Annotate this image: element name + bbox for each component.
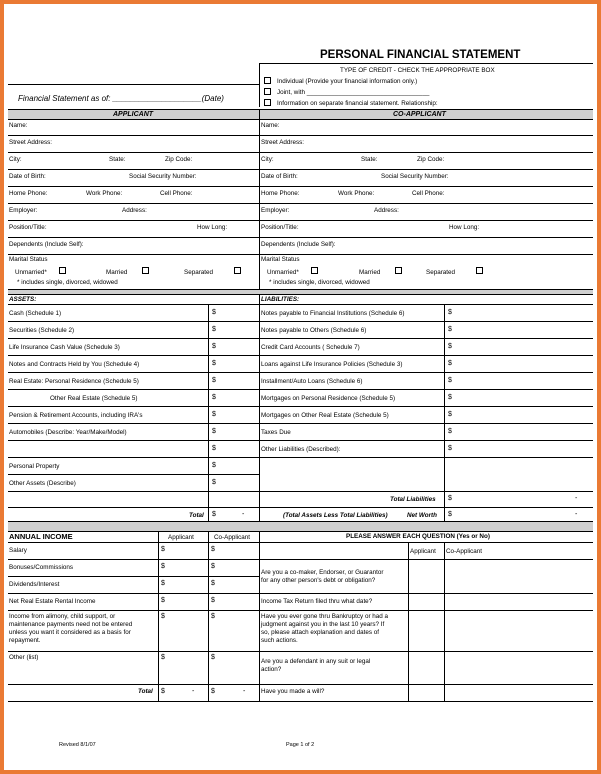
page-number: Page 1 of 2 [286,742,315,748]
income-col-co: Co-Applicant [214,534,251,541]
income-applicant-dollar[interactable]: $ [161,654,165,661]
income-co-dollar[interactable]: $ [211,654,215,661]
applicant-street[interactable]: Street Address: [9,139,53,146]
income-applicant-dollar[interactable]: $ [161,580,165,587]
liability-dollar[interactable]: $ [448,428,452,435]
income-salary: Salary [9,547,27,554]
applicant-city[interactable]: City: [9,156,22,163]
income-other: Other (list) [9,654,39,661]
question-bankruptcy-line3: so, please attach explanation and dates of [261,629,379,636]
asset-notes-contracts: Notes and Contracts Held by You (Schedule 4) [9,361,140,368]
questions-header: PLEASE ANSWER EACH QUESTION (Yes or No) [346,533,490,540]
liability-dollar[interactable]: $ [448,360,452,367]
income-header: ANNUAL INCOME [9,532,73,541]
asset-other-real-estate: Other Real Estate (Schedule 5) [50,395,138,402]
co-separated-checkbox[interactable] [476,267,483,274]
liability-other: Other Liabilities (Described): [261,446,341,453]
co-ssn[interactable]: Social Security Number: [381,173,449,180]
liability-dollar[interactable]: $ [448,377,452,384]
co-street[interactable]: Street Address: [261,139,305,146]
liability-mortgage-residence: Mortgages on Personal Residence (Schedule 5) [261,395,396,402]
applicant-state[interactable]: State: [109,156,126,163]
applicant-employer[interactable]: Employer: [9,207,38,214]
page-title: PERSONAL FINANCIAL STATEMENT [320,49,521,61]
income-total-applicant-value: - [192,688,195,695]
co-dob[interactable]: Date of Birth: [261,173,298,180]
liabilities-header: LIABILITIES: [261,296,300,303]
income-applicant-dollar[interactable]: $ [161,597,165,604]
asset-dollar[interactable]: $ [212,377,216,384]
asset-automobiles: Automobiles (Describe: Year/Make/Model) [9,429,127,436]
liability-dollar[interactable]: $ [448,445,452,452]
liability-credit-cards: Credit Card Accounts ( Schedule 7) [261,344,360,351]
question-comaker-line2: for any other person's debt or obligation? [261,577,376,584]
applicant-cell-phone[interactable]: Cell Phone: [160,190,193,197]
co-unmarried-checkbox[interactable] [311,267,318,274]
applicant-work-phone[interactable]: Work Phone: [86,190,123,197]
assets-header: ASSETS: [9,296,37,303]
net-worth-value: - [575,511,578,518]
applicant-ssn[interactable]: Social Security Number: [129,173,197,180]
co-separated-label: Separated [426,269,456,276]
income-co-dollar[interactable]: $ [211,563,215,570]
asset-other: Other Assets (Describe) [9,480,76,487]
assets-total-value: - [242,511,245,518]
co-applicant-header: CO-APPLICANT [393,111,446,118]
co-zip[interactable]: Zip Code: [417,156,445,163]
income-bonuses: Bonuses/Commissions [9,564,74,571]
asset-securities: Securities (Schedule 2) [9,327,75,334]
liability-auto-loans: Installment/Auto Loans (Schedule 6) [261,378,363,385]
co-how-long[interactable]: How Long: [449,224,480,231]
income-total-applicant-dollar: $ [161,688,165,695]
co-unmarried-label: Unmarried* [267,269,299,276]
revised-date: Revised 8/1/07 [59,742,96,748]
applicant-position[interactable]: Position/Title: [9,224,47,231]
income-applicant-dollar[interactable]: $ [161,546,165,553]
applicant-how-long[interactable]: How Long: [197,224,228,231]
co-dependents[interactable]: Dependents (Include Self): [261,241,336,248]
co-marital-note: * includes single, divorced, widowed [269,279,370,286]
asset-dollar[interactable]: $ [212,360,216,367]
income-co-dollar[interactable]: $ [211,597,215,604]
question-tax-return: Income Tax Return filed thru what date? [261,598,373,605]
income-co-dollar[interactable]: $ [211,546,215,553]
applicant-dob[interactable]: Date of Birth: [9,173,46,180]
liability-dollar[interactable]: $ [448,394,452,401]
income-col-applicant: Applicant [168,534,194,541]
co-city[interactable]: City: [261,156,274,163]
liability-taxes: Taxes Due [261,429,291,436]
joint-label: Joint, with ___________________________________ [277,89,430,96]
net-worth-dollar: $ [448,511,452,518]
asset-dollar[interactable]: $ [212,343,216,350]
liability-notes-others: Notes payable to Others (Schedule 6) [261,327,367,334]
co-marital: Marital Status [261,256,300,263]
assets-total-label: Total [189,512,204,519]
applicant-address[interactable]: Address: [122,207,147,214]
applicant-zip[interactable]: Zip Code: [165,156,193,163]
questions-col-applicant: Applicant [410,548,436,555]
applicant-dependents[interactable]: Dependents (Include Self): [9,241,84,248]
applicant-marital: Marital Status [9,256,48,263]
income-applicant-dollar[interactable]: $ [161,613,165,620]
applicant-header: APPLICANT [113,111,154,118]
net-worth-label: Net Worth [407,512,437,519]
asset-personal-residence: Real Estate: Personal Residence (Schedule 5) [9,378,139,385]
income-total-co-dollar: $ [211,688,215,695]
income-alimony-line4: repayment. [9,637,41,644]
co-state[interactable]: State: [361,156,378,163]
applicant-marital-note: * includes single, divorced, widowed [17,279,118,286]
asset-dollar[interactable]: $ [212,309,216,316]
income-total-co-value: - [243,688,246,695]
asset-dollar[interactable]: $ [212,445,216,452]
separate-checkbox[interactable] [264,99,271,106]
income-rental: Net Real Estate Rental Income [9,598,96,605]
form-page [8,40,593,748]
asset-dollar[interactable]: $ [212,479,216,486]
asset-pension: Pension & Retirement Accounts, including IRA's [9,412,143,419]
co-married-label: Married [359,269,381,276]
applicant-unmarried-checkbox[interactable] [59,267,66,274]
liability-mortgage-other: Mortgages on Other Real Estate (Schedule 5) [261,412,389,419]
separate-label: Information on separate financial statement. Relationship: [277,100,438,107]
asset-dollar[interactable]: $ [212,428,216,435]
total-liabilities-label: Total Liabilities [390,496,436,503]
applicant-unmarried-label: Unmarried* [15,269,47,276]
co-name[interactable]: Name: [261,122,280,129]
income-alimony-line2: maintenance payments need not be entered [9,621,133,628]
question-will: Have you made a will? [261,688,325,695]
co-cell-phone[interactable]: Cell Phone: [412,190,445,197]
total-liabilities-value: - [575,495,578,502]
income-co-dollar[interactable]: $ [211,613,215,620]
applicant-married-checkbox[interactable] [142,267,149,274]
income-co-dollar[interactable]: $ [211,580,215,587]
individual-checkbox[interactable] [264,77,271,84]
applicant-home-phone[interactable]: Home Phone: [9,190,48,197]
liability-fin-institutions: Notes payable to Financial Institutions (Schedule 6) [261,310,405,317]
liability-dollar[interactable]: $ [448,309,452,316]
applicant-name[interactable]: Name: [9,122,28,129]
net-worth-desc: (Total Assets Less Total Liabilities) [283,512,388,519]
liability-life-insurance-loans: Loans against Life Insurance Policies (Schedule 3) [261,361,403,368]
asset-dollar[interactable]: $ [212,394,216,401]
question-comaker-line1: Are you a co-maker, Endorser, or Guarantor [261,569,384,576]
question-bankruptcy-line2: judgment against you in the last 10 years? If [261,621,385,628]
co-employer[interactable]: Employer: [261,207,290,214]
asset-life-insurance: Life Insurance Cash Value (Schedule 3) [9,344,120,351]
liability-dollar[interactable]: $ [448,411,452,418]
question-bankruptcy-line1: Have you ever gone thru Bankruptcy or had a [261,613,389,620]
income-total-label: Total [138,688,153,695]
individual-label: Individual (Provide your financial information only.) [277,78,418,85]
income-dividends: Dividends/Interest [9,581,60,588]
co-home-phone[interactable]: Home Phone: [261,190,300,197]
question-bankruptcy-line4: such actions. [261,637,298,644]
liability-dollar[interactable]: $ [448,326,452,333]
co-work-phone[interactable]: Work Phone: [338,190,375,197]
asset-dollar[interactable]: $ [212,326,216,333]
applicant-separated-checkbox[interactable] [234,267,241,274]
asset-personal-property: Personal Property [9,463,60,470]
liability-dollar[interactable]: $ [448,343,452,350]
co-position[interactable]: Position/Title: [261,224,299,231]
questions-col-co: Co-Applicant [446,548,483,555]
joint-checkbox[interactable] [264,88,271,95]
income-alimony-line1: Income from alimony, child support, or [9,613,116,620]
co-address[interactable]: Address: [374,207,399,214]
applicant-separated-label: Separated [184,269,214,276]
total-liabilities-dollar: $ [448,495,452,502]
question-defendant-line1: Are you a defendant in any suit or legal [261,658,371,665]
applicant-married-label: Married [106,269,128,276]
question-defendant-line2: action? [261,666,282,673]
asset-dollar[interactable]: $ [212,411,216,418]
asset-cash: Cash (Schedule 1) [9,310,62,317]
asset-dollar[interactable]: $ [212,462,216,469]
credit-type-header: TYPE OF CREDIT - CHECK THE APPROPRIATE BOX [340,67,495,74]
income-applicant-dollar[interactable]: $ [161,563,165,570]
assets-total-dollar: $ [212,511,216,518]
statement-as-of[interactable]: Financial Statement as of: ____________________(Date) [18,94,224,103]
co-married-checkbox[interactable] [395,267,402,274]
income-alimony-line3: unless you want it considered as a basis for [9,629,131,636]
